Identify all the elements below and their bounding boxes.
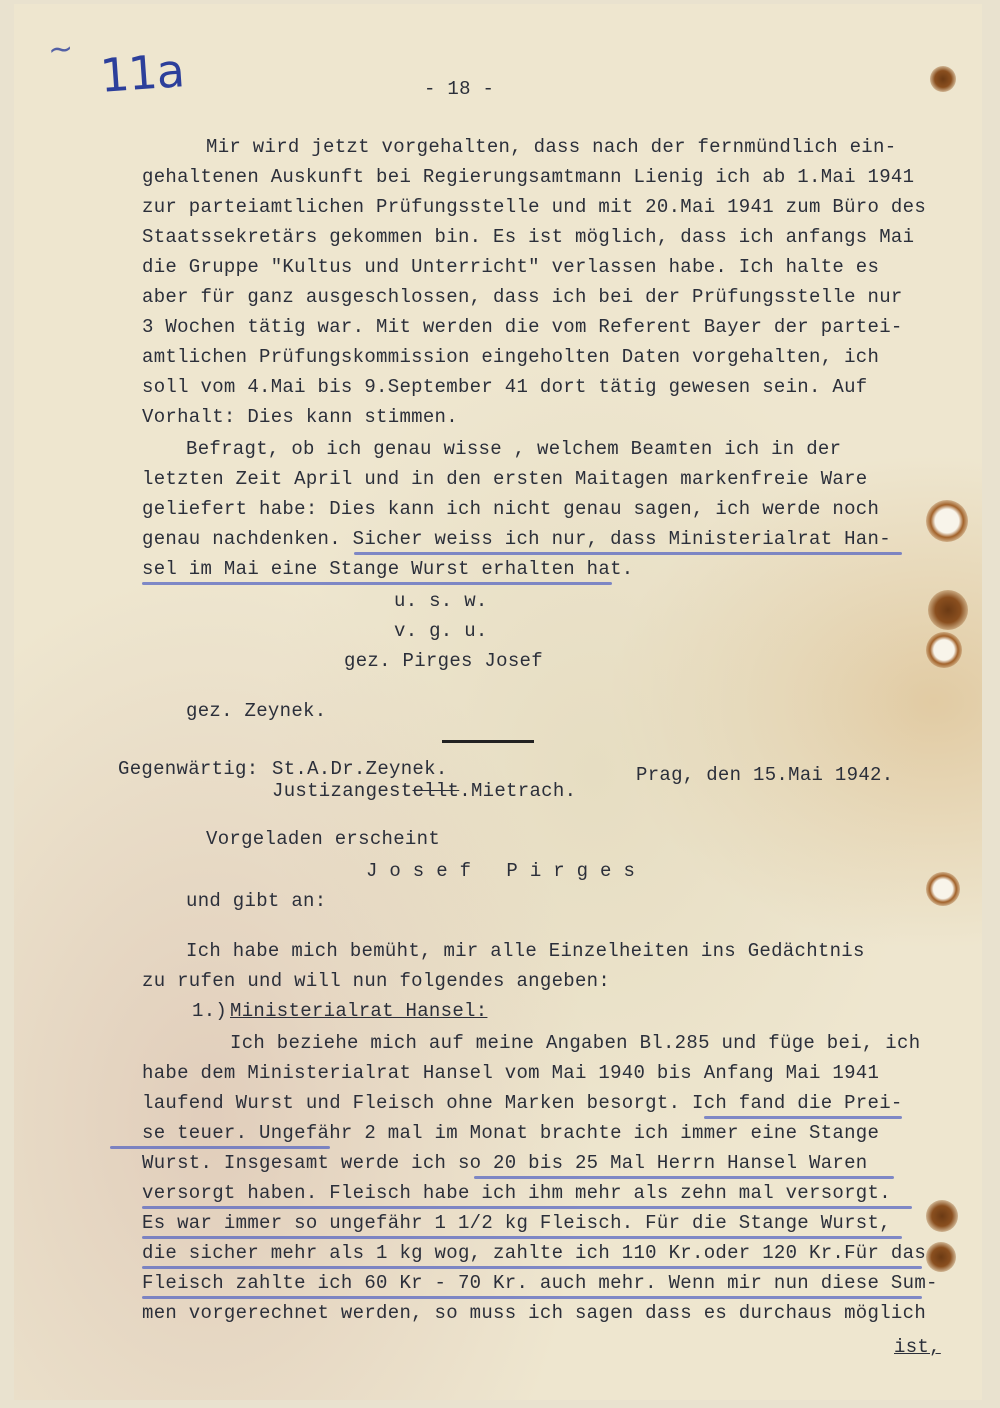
underline-p4-e	[142, 1236, 902, 1239]
p2-line-4: genau nachdenken. Sicher weiss ich nur, dass Ministerialrat Han-	[142, 528, 891, 550]
p4-line-1: Ich beziehe mich auf meine Angaben Bl.285 und füge bei, ich	[230, 1032, 921, 1054]
underline-p4-b	[110, 1146, 330, 1149]
p2-line-1: Befragt, ob ich genau wisse , welchem Beamten ich in der	[186, 438, 842, 460]
separator-rule	[442, 740, 534, 743]
p4-line-6: versorgt haben. Fleisch habe ich ihm mehr als zehn mal versorgt.	[142, 1182, 891, 1204]
section-title: Ministerialrat Hansel:	[230, 1000, 488, 1022]
p3-line-1: Ich habe mich bemüht, mir alle Einzelheiten ins Gedächtnis	[186, 940, 865, 962]
place-date: Prag, den 15.Mai 1942.	[636, 764, 894, 786]
p4-line-3: laufend Wurst und Fleisch ohne Marken besorgt. Ich fand die Prei-	[142, 1092, 903, 1114]
underline-p2-b	[142, 582, 612, 585]
p1-line-8: amtlichen Prüfungskommission eingeholten Daten vorgehalten, ich	[142, 346, 880, 368]
p3-line-2: zu rufen und will nun folgendes angeben:	[142, 970, 611, 992]
burn-stain-top	[930, 66, 956, 92]
summons-line-3: und gibt an:	[186, 890, 327, 912]
p2-line-3: geliefert habe: Dies kann ich nicht genau sagen, ich werde noch	[142, 498, 880, 520]
p1-line-1: Mir wird jetzt vorgehalten, dass nach der fernmündlich ein-	[206, 136, 897, 158]
p4-line-4: se teuer. Ungefähr 2 mal im Monat brachte ich immer eine Stange	[142, 1122, 880, 1144]
handwritten-mark: ~	[46, 31, 74, 68]
p2-line-5: sel im Mai eine Stange Wurst erhalten hat.	[142, 558, 634, 580]
closing-usw: u. s. w.	[394, 590, 488, 612]
p4-line-2: habe dem Ministerialrat Hansel vom Mai 1940 bis Anfang Mai 1941	[142, 1062, 880, 1084]
page-number: - 18 -	[424, 78, 495, 100]
underline-p4-g	[142, 1296, 922, 1299]
summons-line-1: Vorgeladen erscheint	[206, 828, 441, 850]
p1-line-7: 3 Wochen tätig war. Mit werden die vom Referent Bayer der partei-	[142, 316, 903, 338]
p1-line-3: zur parteiamtlichen Prüfungsstelle und mit 20.Mai 1941 zum Büro des	[142, 196, 927, 218]
p1-line-9: soll vom 4.Mai bis 9.September 41 dort tätig gewesen sein. Auf	[142, 376, 868, 398]
underline-p4-d	[142, 1206, 912, 1209]
section-number: 1.)	[192, 1000, 228, 1022]
p1-line-4: Staatssekretärs gekommen bin. Es ist möglich, dass ich anfangs Mai	[142, 226, 915, 248]
document-page	[14, 4, 982, 1400]
present-clerk-line	[272, 782, 576, 801]
underline-p4-a	[704, 1116, 902, 1119]
underline-p2-a	[354, 552, 902, 555]
last-word: ist,	[894, 1336, 941, 1358]
p4-line-9: Fleisch zahlte ich 60 Kr - 70 Kr. auch mehr. Wenn mir nun diese Sum-	[142, 1272, 938, 1294]
present-label: Gegenwärtig:	[118, 758, 259, 780]
p1-line-5: die Gruppe "Kultus und Unterricht" verlassen habe. Ich halte es	[142, 256, 880, 278]
p1-line-2: gehaltenen Auskunft bei Regierungsamtmann Lienig ich ab 1.Mai 1941	[142, 166, 915, 188]
burn-stain-bottom2	[926, 1242, 956, 1272]
burn-stain-mid	[928, 590, 968, 630]
handwritten-folio: 11a	[98, 43, 186, 103]
present-clerk-struck: ellt	[412, 780, 460, 802]
present-prosecutor: St.A.Dr.Zeynek.	[272, 758, 448, 780]
underline-p4-f	[142, 1266, 922, 1269]
p4-line-7: Es war immer so ungefähr 1 1/2 kg Fleisch. Für die Stange Wurst,	[142, 1212, 891, 1234]
p4-line-5: Wurst. Insgesamt werde ich so 20 bis 25 Mal Herrn Hansel Waren	[142, 1152, 868, 1174]
present-clerk-c: .Mietrach.	[459, 780, 577, 802]
signature-pirges: gez. Pirges Josef	[344, 650, 543, 672]
p1-line-10: Vorhalt: Dies kann stimmen.	[142, 406, 458, 428]
signature-zeynek: gez. Zeynek.	[186, 700, 327, 722]
p4-line-10: men vorgerechnet werden, so muss ich sagen dass es durchaus möglich	[142, 1302, 927, 1324]
underline-p4-c	[474, 1176, 894, 1179]
p4-line-8: die sicher mehr als 1 kg wog, zahlte ich 110 Kr.oder 120 Kr.Für das	[142, 1242, 927, 1264]
p2-line-2: letzten Zeit April und in den ersten Maitagen markenfreie Ware	[142, 468, 868, 490]
present-clerk-a: Justizangest	[272, 780, 413, 802]
summons-name: J o s e f P i r g e s	[366, 860, 636, 882]
punch-hole-1	[926, 500, 968, 542]
burn-stain-bottom	[926, 1200, 958, 1232]
punch-hole-3	[926, 872, 960, 906]
p1-line-6: aber für ganz ausgeschlossen, dass ich bei der Prüfungsstelle nur	[142, 286, 903, 308]
punch-hole-2	[926, 632, 962, 668]
closing-vgu: v. g. u.	[394, 620, 488, 642]
